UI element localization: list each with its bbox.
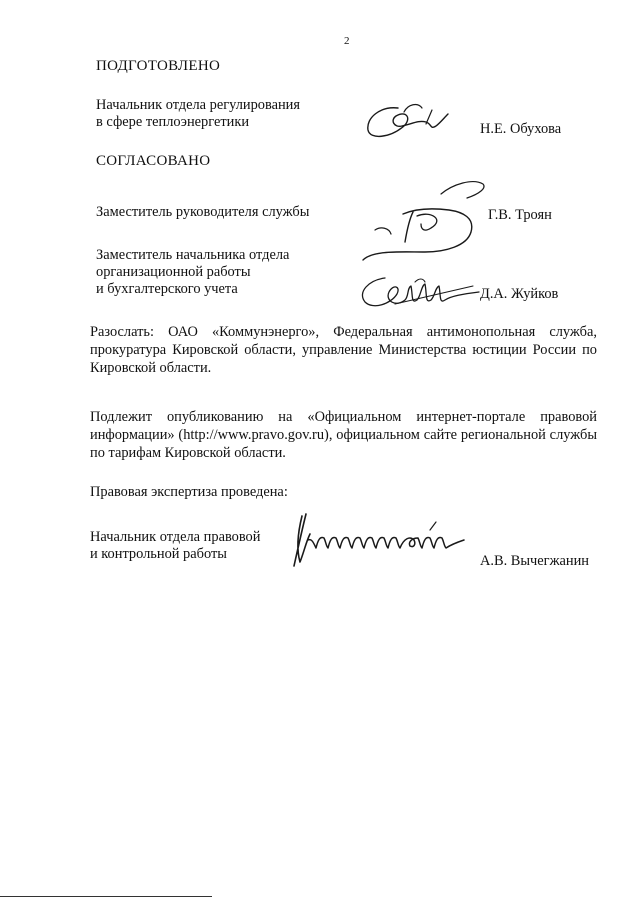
- expertise-name: А.В. Вычегжанин: [480, 553, 590, 569]
- signature-obukhova: [360, 96, 460, 146]
- prepared-name: Н.Е. Обухова: [480, 121, 562, 137]
- distribution-paragraph: Разослать: ОАО «Коммунэнерго», Федеральная антимонопольная служба, прокуратура Кировской области, управление Министерства юстиции России по Кировской области.: [90, 324, 597, 376]
- publication-paragraph: Подлежит опубликованию на «Официальном интернет-портале правовой информации» (http://www.pravo.gov.ru), официальном сайте региональной службы по тарифам Кировской области.: [90, 409, 597, 461]
- agreed-signer1-position: Заместитель руководителя службы: [96, 204, 310, 220]
- signature-zhuikov: [355, 270, 485, 315]
- prepared-heading: ПОДГОТОВЛЕНО: [96, 58, 221, 74]
- footnote-separator: [0, 896, 212, 897]
- agreed-signer2-position-line1: Заместитель начальника отдела: [96, 247, 290, 263]
- signature-vychegzhanin: [280, 508, 470, 570]
- expertise-position-line1: Начальник отдела правовой: [90, 529, 261, 545]
- signature-troyan: [355, 170, 490, 270]
- agreed-signer2-name: Д.А. Жуйков: [480, 286, 559, 302]
- prepared-position-line1: Начальник отдела регулирования: [96, 97, 301, 113]
- agreed-signer2-position-line3: и бухгалтерского учета: [96, 281, 238, 297]
- prepared-position-line2: в сфере теплоэнергетики: [96, 114, 250, 130]
- expertise-position-line2: и контрольной работы: [90, 546, 227, 562]
- expertise-statement: Правовая экспертиза проведена:: [90, 484, 288, 500]
- agreed-signer2-position-line2: организационной работы: [96, 264, 251, 280]
- agreed-heading: СОГЛАСОВАНО: [96, 153, 211, 169]
- agreed-signer1-name: Г.В. Троян: [488, 207, 552, 223]
- page-number: 2: [344, 35, 350, 47]
